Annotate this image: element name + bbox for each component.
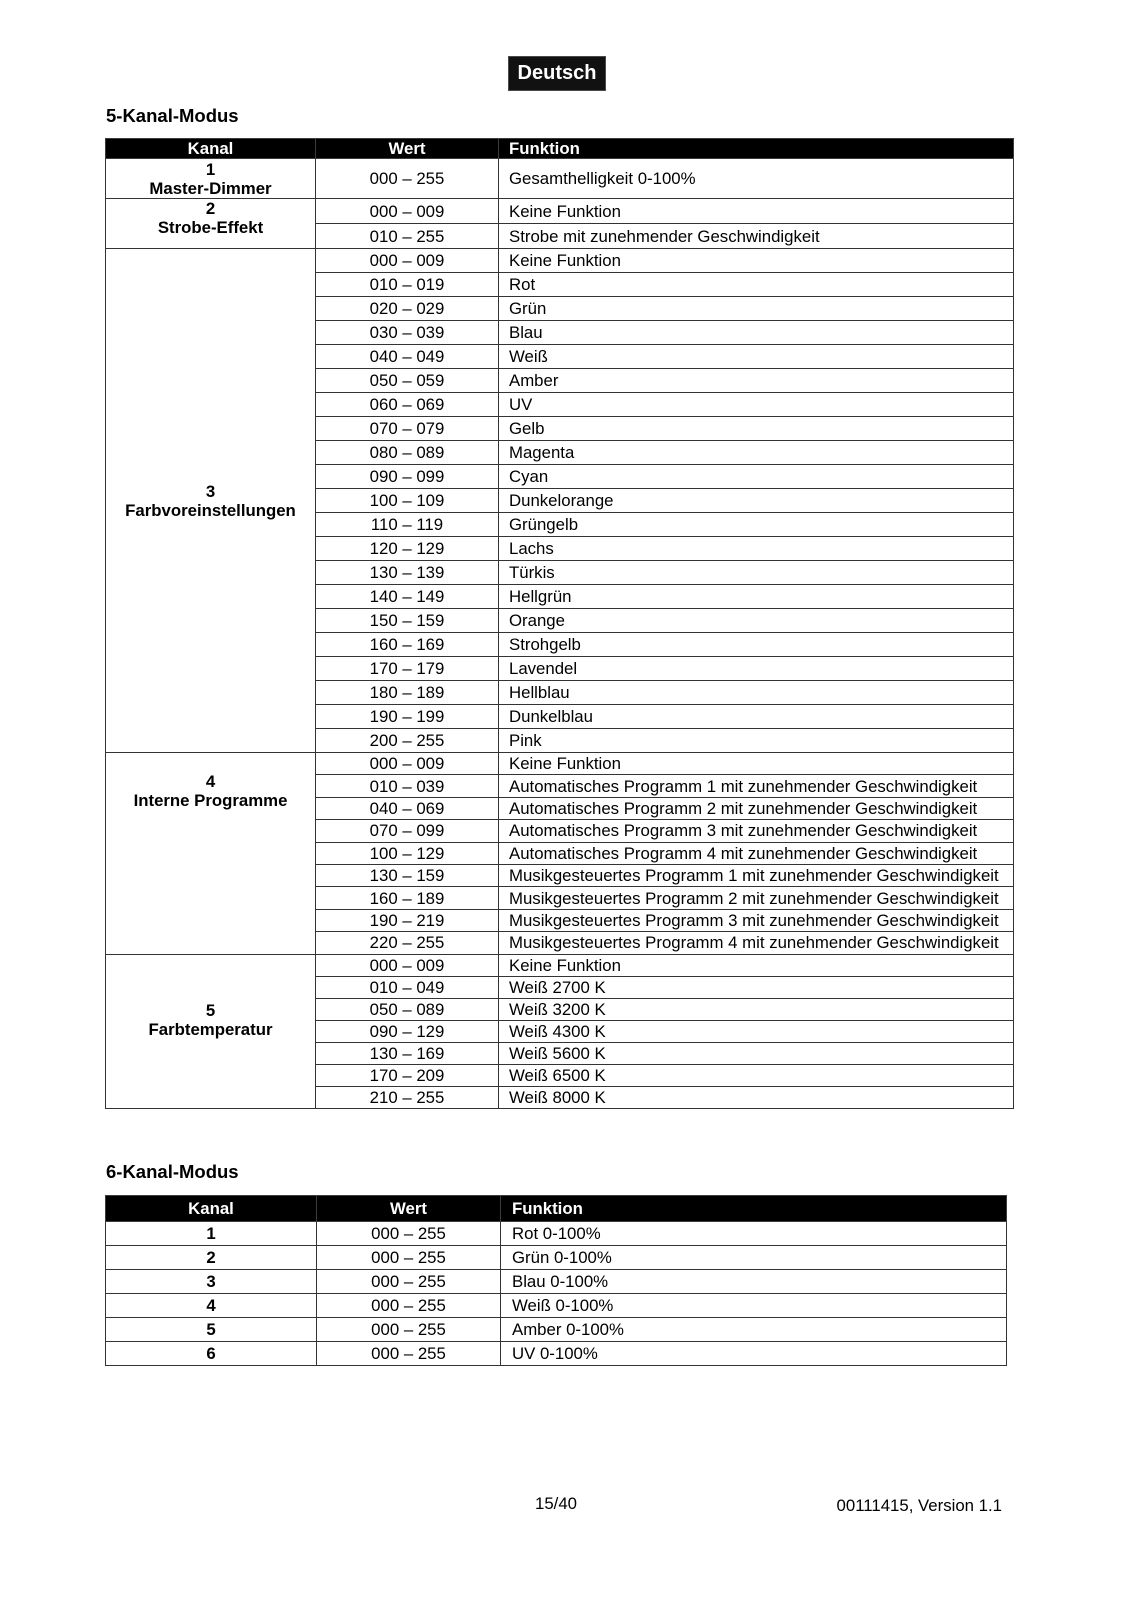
value-range-cell: 170 – 179 bbox=[316, 657, 499, 681]
table-row bbox=[106, 159, 1014, 199]
value-range-cell: 200 – 255 bbox=[316, 729, 499, 753]
value-range-cell: 000 – 009 bbox=[316, 249, 499, 273]
value-range-cell: 220 – 255 bbox=[316, 932, 499, 954]
value-range-cell: 090 – 099 bbox=[316, 465, 499, 489]
table-row bbox=[106, 199, 1014, 224]
channel-name: Master-Dimmer bbox=[149, 178, 272, 198]
value-range-cell: 000 – 255 bbox=[317, 1270, 501, 1294]
function-cell: Gesamthelligkeit 0-100% bbox=[499, 159, 1014, 199]
value-range-cell: 040 – 069 bbox=[316, 797, 499, 819]
table-row bbox=[106, 1318, 1007, 1342]
channel-number-cell: 6 bbox=[106, 1342, 317, 1366]
value-range-cell: 100 – 129 bbox=[316, 842, 499, 864]
value-range-cell: 010 – 255 bbox=[316, 224, 499, 249]
channel-table-6-mode bbox=[105, 1195, 1007, 1366]
document-version: 00111415, Version 1.1 bbox=[836, 1496, 1002, 1515]
channel-number: 4 bbox=[205, 772, 216, 791]
value-range-cell: 190 – 219 bbox=[316, 909, 499, 931]
function-cell: Automatisches Programm 1 mit zunehmender Geschwindigkeit bbox=[499, 775, 1014, 797]
channel-number: 5 bbox=[205, 1000, 216, 1020]
value-range-cell: 210 – 255 bbox=[316, 1086, 499, 1108]
table-body bbox=[106, 159, 1014, 1109]
function-cell: Keine Funktion bbox=[499, 753, 1014, 775]
function-cell: Grün bbox=[499, 297, 1014, 321]
value-range-cell: 030 – 039 bbox=[316, 321, 499, 345]
value-range-cell: 000 – 255 bbox=[317, 1294, 501, 1318]
table-header-row bbox=[106, 1196, 1007, 1222]
function-cell: Rot bbox=[499, 273, 1014, 297]
function-cell: Weiß 6500 K bbox=[499, 1064, 1014, 1086]
function-cell: Weiß 2700 K bbox=[499, 976, 1014, 998]
value-range-cell: 020 – 029 bbox=[316, 297, 499, 321]
function-cell: Weiß 4300 K bbox=[499, 1020, 1014, 1042]
table-row bbox=[106, 753, 1014, 775]
value-range-cell: 130 – 159 bbox=[316, 864, 499, 886]
function-cell: Blau bbox=[499, 321, 1014, 345]
value-range-cell: 180 – 189 bbox=[316, 681, 499, 705]
function-cell: Türkis bbox=[499, 561, 1014, 585]
value-range-cell: 050 – 059 bbox=[316, 369, 499, 393]
function-cell: Dunkelblau bbox=[499, 705, 1014, 729]
value-range-cell: 150 – 159 bbox=[316, 609, 499, 633]
function-cell: Amber bbox=[499, 369, 1014, 393]
value-range-cell: 000 – 255 bbox=[317, 1342, 501, 1366]
channel-label-cell bbox=[106, 954, 316, 1108]
function-cell: Gelb bbox=[499, 417, 1014, 441]
value-range-cell: 140 – 149 bbox=[316, 585, 499, 609]
section-title-5-channel: 5-Kanal-Modus bbox=[106, 105, 239, 126]
function-cell: Amber 0-100% bbox=[501, 1318, 1007, 1342]
table-row bbox=[106, 1270, 1007, 1294]
value-range-cell: 170 – 209 bbox=[316, 1064, 499, 1086]
function-cell: Blau 0-100% bbox=[501, 1270, 1007, 1294]
column-header-wert: Wert bbox=[317, 1196, 501, 1222]
function-cell: Strobe mit zunehmender Geschwindigkeit bbox=[499, 224, 1014, 249]
channel-number-cell: 3 bbox=[106, 1270, 317, 1294]
value-range-cell: 010 – 019 bbox=[316, 273, 499, 297]
channel-number-cell: 2 bbox=[106, 1246, 317, 1270]
function-cell: Pink bbox=[499, 729, 1014, 753]
value-range-cell: 010 – 039 bbox=[316, 775, 499, 797]
function-cell: Dunkelorange bbox=[499, 489, 1014, 513]
function-cell: Automatisches Programm 3 mit zunehmender Geschwindigkeit bbox=[499, 820, 1014, 842]
function-cell: Lachs bbox=[499, 537, 1014, 561]
value-range-cell: 190 – 199 bbox=[316, 705, 499, 729]
channel-number: 1 bbox=[205, 159, 216, 179]
value-range-cell: 050 – 089 bbox=[316, 998, 499, 1020]
function-cell: Cyan bbox=[499, 465, 1014, 489]
value-range-cell: 000 – 255 bbox=[317, 1222, 501, 1246]
function-cell: Keine Funktion bbox=[499, 249, 1014, 273]
channel-label-cell bbox=[106, 159, 316, 199]
value-range-cell: 130 – 139 bbox=[316, 561, 499, 585]
value-range-cell: 100 – 109 bbox=[316, 489, 499, 513]
value-range-cell: 160 – 189 bbox=[316, 887, 499, 909]
channel-number-cell: 1 bbox=[106, 1222, 317, 1246]
value-range-cell: 000 – 009 bbox=[316, 199, 499, 224]
value-range-cell: 070 – 079 bbox=[316, 417, 499, 441]
value-range-cell: 000 – 255 bbox=[316, 159, 499, 199]
value-range-cell: 060 – 069 bbox=[316, 393, 499, 417]
table-header-row bbox=[106, 139, 1014, 159]
column-header-funktion: Funktion bbox=[499, 139, 1014, 159]
channel-name: Strobe-Effekt bbox=[157, 218, 264, 237]
channel-number-cell: 4 bbox=[106, 1294, 317, 1318]
table-row bbox=[106, 954, 1014, 976]
column-header-kanal: Kanal bbox=[106, 1196, 317, 1222]
channel-label-cell bbox=[106, 199, 316, 249]
value-range-cell: 000 – 255 bbox=[317, 1318, 501, 1342]
value-range-cell: 160 – 169 bbox=[316, 633, 499, 657]
value-range-cell: 070 – 099 bbox=[316, 820, 499, 842]
function-cell: Automatisches Programm 4 mit zunehmender Geschwindigkeit bbox=[499, 842, 1014, 864]
value-range-cell: 040 – 049 bbox=[316, 345, 499, 369]
section-title-6-channel: 6-Kanal-Modus bbox=[106, 1161, 239, 1182]
function-cell: Musikgesteuertes Programm 2 mit zunehmender Geschwindigkeit bbox=[499, 887, 1014, 909]
function-cell: Strohgelb bbox=[499, 633, 1014, 657]
table-row bbox=[106, 1342, 1007, 1366]
table-row bbox=[106, 1222, 1007, 1246]
table-body bbox=[106, 1222, 1007, 1366]
function-cell: Weiß 8000 K bbox=[499, 1086, 1014, 1108]
function-cell: Magenta bbox=[499, 441, 1014, 465]
column-header-kanal: Kanal bbox=[106, 139, 316, 159]
function-cell: UV 0-100% bbox=[501, 1342, 1007, 1366]
function-cell: Musikgesteuertes Programm 3 mit zunehmender Geschwindigkeit bbox=[499, 909, 1014, 931]
table-row bbox=[106, 1246, 1007, 1270]
value-range-cell: 090 – 129 bbox=[316, 1020, 499, 1042]
function-cell: Hellgrün bbox=[499, 585, 1014, 609]
function-cell: Keine Funktion bbox=[499, 199, 1014, 224]
function-cell: Weiß bbox=[499, 345, 1014, 369]
function-cell: Grüngelb bbox=[499, 513, 1014, 537]
function-cell: Grün 0-100% bbox=[501, 1246, 1007, 1270]
channel-name: Farbtemperatur bbox=[148, 1019, 273, 1039]
channel-label-cell bbox=[106, 249, 316, 753]
language-badge: Deutsch bbox=[508, 56, 606, 91]
function-cell: Orange bbox=[499, 609, 1014, 633]
value-range-cell: 000 – 009 bbox=[316, 753, 499, 775]
function-cell: Automatisches Programm 2 mit zunehmender Geschwindigkeit bbox=[499, 797, 1014, 819]
function-cell: UV bbox=[499, 393, 1014, 417]
channel-name: Interne Programme bbox=[133, 791, 288, 810]
value-range-cell: 080 – 089 bbox=[316, 441, 499, 465]
function-cell: Rot 0-100% bbox=[501, 1222, 1007, 1246]
value-range-cell: 130 – 169 bbox=[316, 1042, 499, 1064]
function-cell: Hellblau bbox=[499, 681, 1014, 705]
table-row bbox=[106, 1294, 1007, 1318]
channel-label-cell bbox=[106, 753, 316, 955]
column-header-funktion: Funktion bbox=[501, 1196, 1007, 1222]
function-cell: Lavendel bbox=[499, 657, 1014, 681]
function-cell: Weiß 0-100% bbox=[501, 1294, 1007, 1318]
function-cell: Weiß 3200 K bbox=[499, 998, 1014, 1020]
value-range-cell: 120 – 129 bbox=[316, 537, 499, 561]
channel-table-5-mode bbox=[105, 138, 1014, 1109]
channel-number: 3 bbox=[205, 481, 216, 501]
value-range-cell: 110 – 119 bbox=[316, 513, 499, 537]
function-cell: Musikgesteuertes Programm 1 mit zunehmender Geschwindigkeit bbox=[499, 864, 1014, 886]
function-cell: Weiß 5600 K bbox=[499, 1042, 1014, 1064]
function-cell: Keine Funktion bbox=[499, 954, 1014, 976]
channel-number-cell: 5 bbox=[106, 1318, 317, 1342]
value-range-cell: 000 – 255 bbox=[317, 1246, 501, 1270]
value-range-cell: 010 – 049 bbox=[316, 976, 499, 998]
value-range-cell: 000 – 009 bbox=[316, 954, 499, 976]
column-header-wert: Wert bbox=[316, 139, 499, 159]
table-row bbox=[106, 249, 1014, 273]
function-cell: Musikgesteuertes Programm 4 mit zunehmender Geschwindigkeit bbox=[499, 932, 1014, 954]
channel-name: Farbvoreinstellungen bbox=[125, 500, 296, 520]
channel-number: 2 bbox=[205, 199, 216, 218]
page-number: 15/40 bbox=[535, 1494, 577, 1513]
